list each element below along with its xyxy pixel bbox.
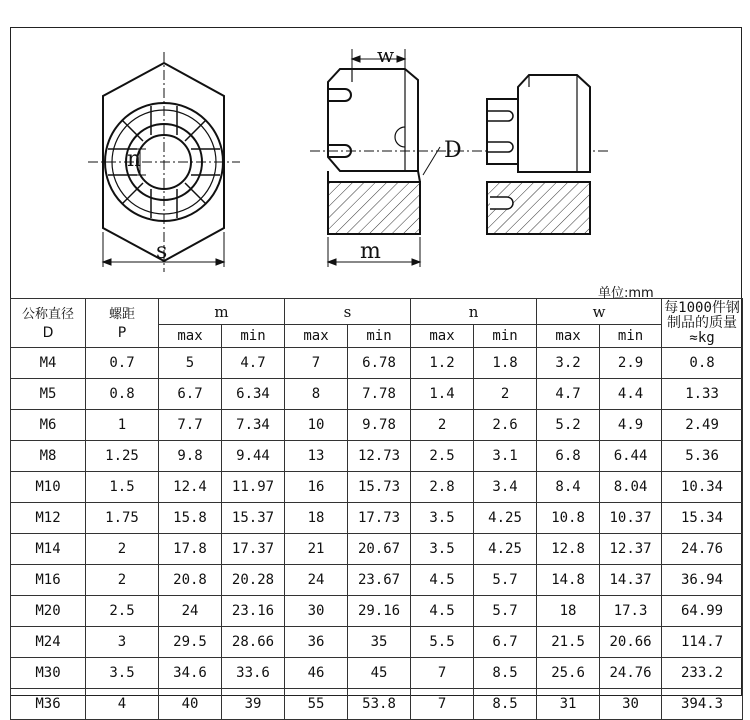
table-cell: 8.5 xyxy=(474,658,537,689)
table-cell: 3 xyxy=(86,627,159,658)
pitch-header: 螺距 P xyxy=(86,299,159,348)
table-row xyxy=(11,534,743,565)
sub-header: max xyxy=(285,325,348,348)
table-row xyxy=(11,627,743,658)
group-m-header: m xyxy=(159,299,285,325)
table-cell: 20.66 xyxy=(600,627,662,658)
nominal-diameter-header: 公称直径 D xyxy=(11,299,86,348)
table-cell: 1.33 xyxy=(662,379,743,410)
table-cell: 17.8 xyxy=(159,534,222,565)
table-cell: 4.7 xyxy=(222,348,285,379)
table-cell: 7 xyxy=(411,658,474,689)
table-cell: 5 xyxy=(159,348,222,379)
table-cell: 16 xyxy=(285,472,348,503)
table-cell: 5.7 xyxy=(474,596,537,627)
table-cell: 3.5 xyxy=(86,658,159,689)
table-cell: 25.6 xyxy=(537,658,600,689)
nut-technical-drawing xyxy=(10,27,742,297)
table-cell: 12.4 xyxy=(159,472,222,503)
table-cell: 17.3 xyxy=(600,596,662,627)
spec-table-body xyxy=(11,348,743,720)
sub-header: max xyxy=(537,325,600,348)
table-cell: 21.5 xyxy=(537,627,600,658)
table-cell: 36 xyxy=(285,627,348,658)
table-cell: 46 xyxy=(285,658,348,689)
group-n-header: n xyxy=(411,299,537,325)
table-row xyxy=(11,689,743,720)
s-label: s xyxy=(156,239,168,264)
table-cell: 6.78 xyxy=(348,348,411,379)
table-cell: 10.8 xyxy=(537,503,600,534)
table-cell: 9.78 xyxy=(348,410,411,441)
m-label: m xyxy=(360,239,381,264)
group-s-header: s xyxy=(285,299,411,325)
table-cell: 12.73 xyxy=(348,441,411,472)
section-view xyxy=(487,75,590,234)
table-cell: 36.94 xyxy=(662,565,743,596)
table-cell: 1.75 xyxy=(86,503,159,534)
table-cell: 15.8 xyxy=(159,503,222,534)
table-cell: 30 xyxy=(285,596,348,627)
table-cell: M20 xyxy=(11,596,86,627)
table-cell: 33.6 xyxy=(222,658,285,689)
table-cell: 12.8 xyxy=(537,534,600,565)
table-cell: 20.28 xyxy=(222,565,285,596)
table-cell: 2.9 xyxy=(600,348,662,379)
table-cell: M5 xyxy=(11,379,86,410)
table-cell: 8.5 xyxy=(474,689,537,720)
table-cell: 2 xyxy=(86,534,159,565)
sub-header: max xyxy=(411,325,474,348)
table-cell: M14 xyxy=(11,534,86,565)
table-cell: 18 xyxy=(537,596,600,627)
table-cell: 1 xyxy=(86,410,159,441)
table-cell: 0.8 xyxy=(662,348,743,379)
table-cell: 24.76 xyxy=(600,658,662,689)
table-cell: 6.7 xyxy=(159,379,222,410)
table-cell: M16 xyxy=(11,565,86,596)
table-cell: M30 xyxy=(11,658,86,689)
table-cell: 5.5 xyxy=(411,627,474,658)
table-row xyxy=(11,348,743,379)
table-cell: 8.04 xyxy=(600,472,662,503)
table-cell: M24 xyxy=(11,627,86,658)
unit-label: 单位:mm xyxy=(598,286,654,301)
table-row xyxy=(11,472,743,503)
w-label: w xyxy=(377,43,395,67)
table-cell: 0.8 xyxy=(86,379,159,410)
d-label: D xyxy=(444,138,462,163)
table-cell: 4.25 xyxy=(474,503,537,534)
table-cell: 7 xyxy=(285,348,348,379)
table-cell: 24 xyxy=(159,596,222,627)
table-cell: 4.9 xyxy=(600,410,662,441)
table-cell: M8 xyxy=(11,441,86,472)
table-cell: 14.37 xyxy=(600,565,662,596)
sub-header: min xyxy=(600,325,662,348)
table-cell: 29.5 xyxy=(159,627,222,658)
table-cell: 13 xyxy=(285,441,348,472)
table-cell: 2 xyxy=(86,565,159,596)
sub-header: max xyxy=(159,325,222,348)
table-cell: 6.44 xyxy=(600,441,662,472)
table-cell: 233.2 xyxy=(662,658,743,689)
table-cell: 1.2 xyxy=(411,348,474,379)
table-cell: 4.7 xyxy=(537,379,600,410)
table-cell: M12 xyxy=(11,503,86,534)
table-cell: 4.5 xyxy=(411,596,474,627)
table-cell: 12.37 xyxy=(600,534,662,565)
n-label: n xyxy=(127,147,142,172)
table-cell: 14.8 xyxy=(537,565,600,596)
mass-header: 每1000件钢 制品的质量 ≈kg xyxy=(662,299,743,348)
table-cell: 15.34 xyxy=(662,503,743,534)
table-cell: 9.8 xyxy=(159,441,222,472)
table-cell: 35 xyxy=(348,627,411,658)
table-cell: 1.8 xyxy=(474,348,537,379)
table-cell: 3.5 xyxy=(411,534,474,565)
table-row xyxy=(11,565,743,596)
table-cell: 31 xyxy=(537,689,600,720)
table-cell: 4 xyxy=(86,689,159,720)
table-cell: 2 xyxy=(411,410,474,441)
table-cell: 17.73 xyxy=(348,503,411,534)
table-cell: 18 xyxy=(285,503,348,534)
sub-header: min xyxy=(474,325,537,348)
table-cell: 3.5 xyxy=(411,503,474,534)
table-cell: 7.7 xyxy=(159,410,222,441)
table-cell: 23.16 xyxy=(222,596,285,627)
table-cell: 34.6 xyxy=(159,658,222,689)
table-cell: 20.67 xyxy=(348,534,411,565)
table-cell: 15.37 xyxy=(222,503,285,534)
table-cell: 5.36 xyxy=(662,441,743,472)
table-cell: 29.16 xyxy=(348,596,411,627)
table-cell: 7 xyxy=(411,689,474,720)
table-row xyxy=(11,596,743,627)
table-cell: 114.7 xyxy=(662,627,743,658)
table-cell: 24 xyxy=(285,565,348,596)
group-w-header: w xyxy=(537,299,662,325)
table-cell: 6.8 xyxy=(537,441,600,472)
table-cell: 23.67 xyxy=(348,565,411,596)
table-cell: 5.2 xyxy=(537,410,600,441)
table-cell: M6 xyxy=(11,410,86,441)
table-cell: 2.5 xyxy=(411,441,474,472)
table-cell: 1.5 xyxy=(86,472,159,503)
table-cell: 39 xyxy=(222,689,285,720)
table-cell: 2.6 xyxy=(474,410,537,441)
table-cell: 2.5 xyxy=(86,596,159,627)
table-cell: M10 xyxy=(11,472,86,503)
table-cell: 55 xyxy=(285,689,348,720)
table-cell: 394.3 xyxy=(662,689,743,720)
table-cell: 1.25 xyxy=(86,441,159,472)
table-cell: 10 xyxy=(285,410,348,441)
table-cell: 1.4 xyxy=(411,379,474,410)
table-cell: 3.4 xyxy=(474,472,537,503)
table-cell: 4.25 xyxy=(474,534,537,565)
table-cell: 64.99 xyxy=(662,596,743,627)
table-cell: 8 xyxy=(285,379,348,410)
table-cell: 6.7 xyxy=(474,627,537,658)
table-cell: M36 xyxy=(11,689,86,720)
sub-header: min xyxy=(348,325,411,348)
table-cell: 15.73 xyxy=(348,472,411,503)
table-cell: 8.4 xyxy=(537,472,600,503)
table-row xyxy=(11,503,743,534)
table-row xyxy=(11,410,743,441)
table-cell: 21 xyxy=(285,534,348,565)
table-cell: 17.37 xyxy=(222,534,285,565)
table-cell: 11.97 xyxy=(222,472,285,503)
table-cell: 10.34 xyxy=(662,472,743,503)
table-cell: 28.66 xyxy=(222,627,285,658)
table-cell: 4.5 xyxy=(411,565,474,596)
table-row xyxy=(11,379,743,410)
table-cell: 7.78 xyxy=(348,379,411,410)
table-cell: 3.1 xyxy=(474,441,537,472)
table-cell: 2.8 xyxy=(411,472,474,503)
table-cell: 45 xyxy=(348,658,411,689)
table-cell: 24.76 xyxy=(662,534,743,565)
table-cell: 53.8 xyxy=(348,689,411,720)
table-cell: 5.7 xyxy=(474,565,537,596)
table-cell: 20.8 xyxy=(159,565,222,596)
table-cell: 2 xyxy=(474,379,537,410)
table-row xyxy=(11,441,743,472)
table-cell: 6.34 xyxy=(222,379,285,410)
table-cell: 7.34 xyxy=(222,410,285,441)
table-cell: 40 xyxy=(159,689,222,720)
table-cell: 10.37 xyxy=(600,503,662,534)
table-cell: M4 xyxy=(11,348,86,379)
table-cell: 2.49 xyxy=(662,410,743,441)
table-row xyxy=(11,658,743,689)
table-cell: 4.4 xyxy=(600,379,662,410)
sub-header: min xyxy=(222,325,285,348)
spec-table xyxy=(10,298,743,720)
header-row-1 xyxy=(11,299,743,325)
table-cell: 9.44 xyxy=(222,441,285,472)
table-cell: 0.7 xyxy=(86,348,159,379)
table-cell: 3.2 xyxy=(537,348,600,379)
table-cell: 30 xyxy=(600,689,662,720)
